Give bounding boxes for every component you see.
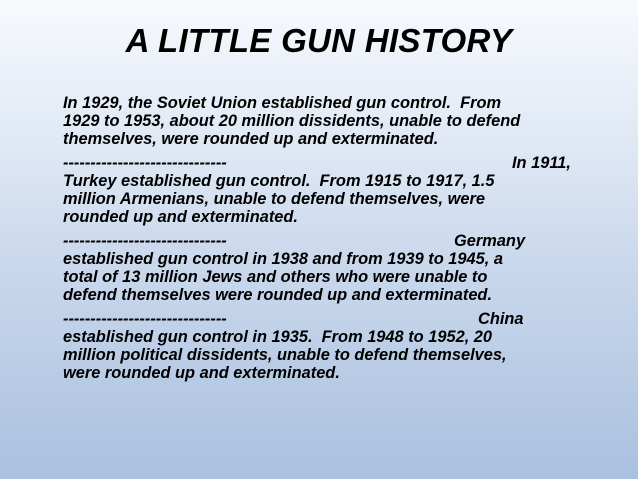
paragraph-soviet-union bbox=[63, 94, 583, 148]
text-line: rounded up and exterminated. bbox=[63, 208, 298, 226]
dash-separator: ------------------------------ bbox=[63, 232, 227, 250]
paragraph-turkey bbox=[63, 154, 583, 226]
text-line: million political dissidents, unable to defend themselves, bbox=[63, 346, 507, 364]
text-line: established gun control in 1938 and from 1939 to 1945, a bbox=[63, 250, 503, 268]
separator-tail-text: Germany bbox=[454, 232, 526, 250]
separator-tail-text: China bbox=[478, 310, 524, 328]
text-line: 1929 to 1953, about 20 million dissidents, unable to defend bbox=[63, 112, 521, 130]
text-line: total of 13 million Jews and others who were unable to bbox=[63, 268, 488, 286]
text-line: In 1929, the Soviet Union established gun control. From bbox=[63, 94, 502, 112]
separator-row bbox=[63, 232, 583, 250]
text-line: million Armenians, unable to defend themselves, were bbox=[63, 190, 486, 208]
slide-title: A LITTLE GUN HISTORY bbox=[125, 22, 513, 59]
slide-body bbox=[63, 94, 583, 382]
dash-separator: ------------------------------ bbox=[63, 154, 227, 172]
text-line: defend themselves were rounded up and exterminated. bbox=[63, 286, 492, 304]
separator-row bbox=[63, 154, 583, 172]
text-line: established gun control in 1935. From 1948 to 1952, 20 bbox=[63, 328, 493, 346]
separator-row bbox=[63, 310, 583, 328]
text-line: themselves, were rounded up and exterminated. bbox=[63, 130, 439, 148]
text-line: were rounded up and exterminated. bbox=[63, 364, 340, 382]
paragraph-china bbox=[63, 310, 583, 382]
paragraph-germany bbox=[63, 232, 583, 304]
text-line: Turkey established gun control. From 1915 to 1917, 1.5 bbox=[63, 172, 495, 190]
separator-tail-text: In 1911, bbox=[512, 154, 571, 172]
dash-separator: ------------------------------ bbox=[63, 310, 227, 328]
